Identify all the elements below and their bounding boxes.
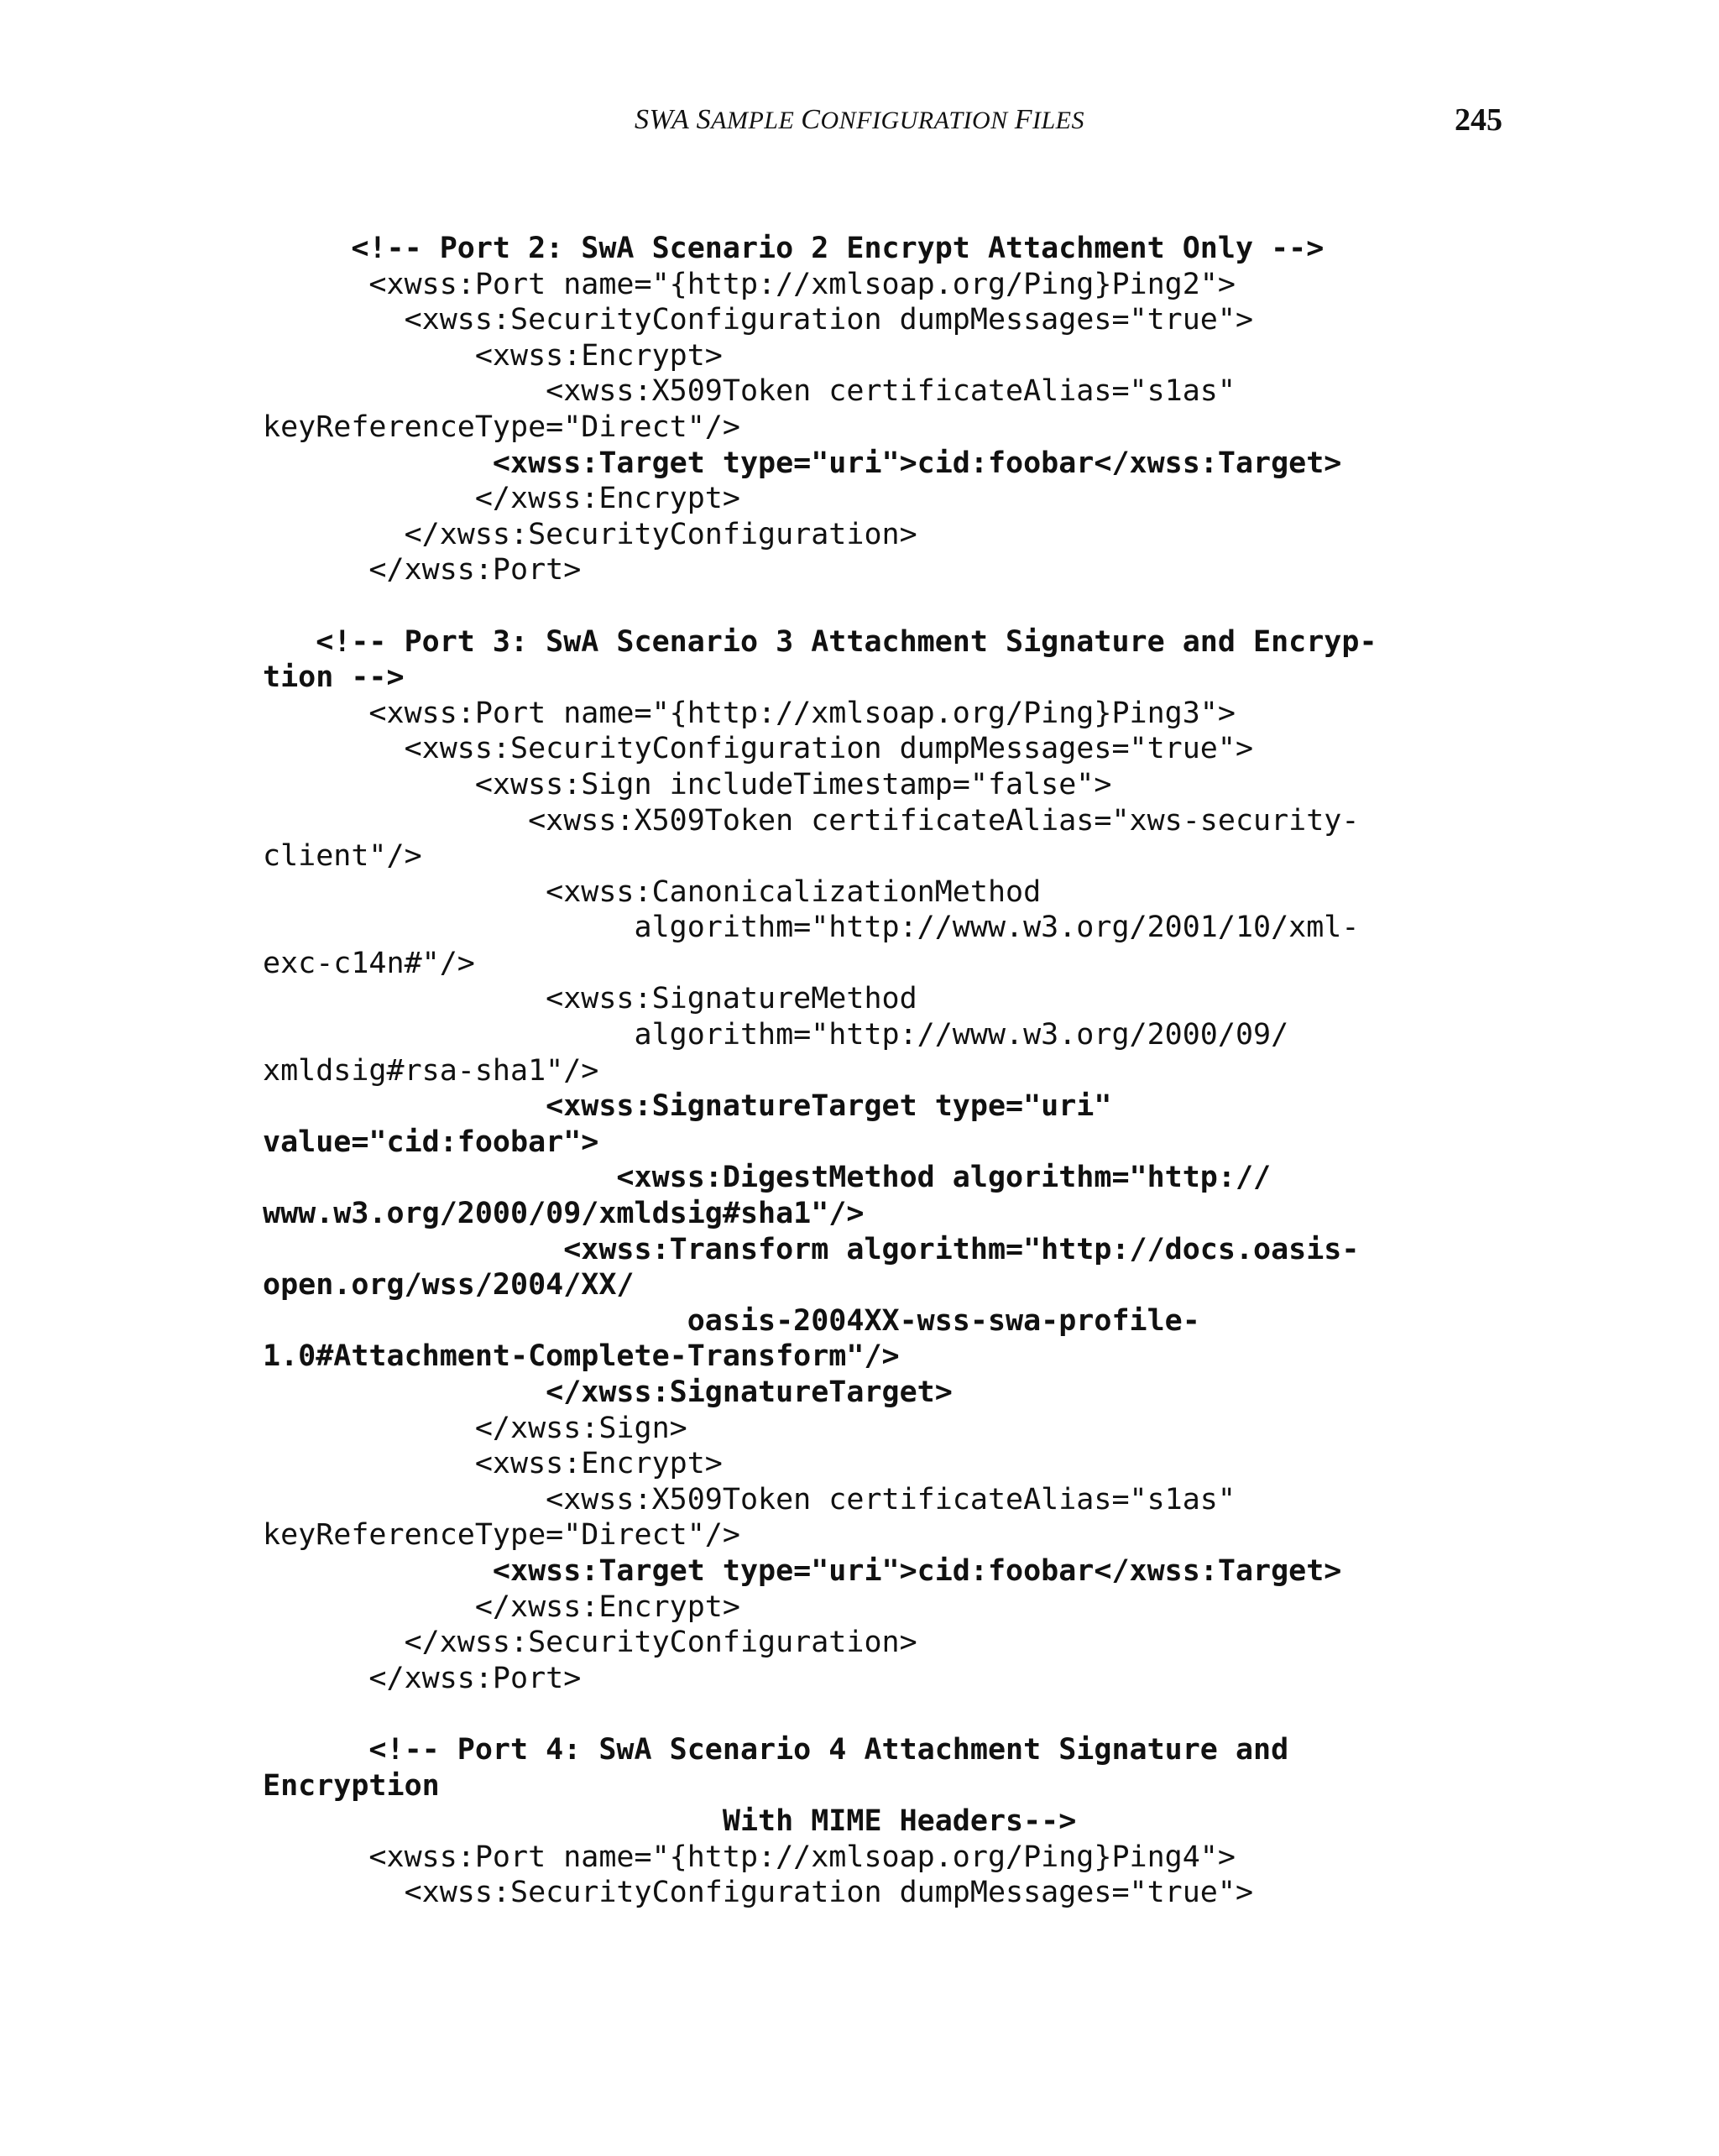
code-line: <xwss:Encrypt>: [263, 1447, 723, 1481]
code-line: algorithm="http://www.w3.org/2001/10/xml-: [263, 911, 1360, 945]
code-line: <xwss:SecurityConfiguration dumpMessages="true">: [263, 732, 1254, 766]
code-line: <xwss:Port name="{http://xmlsoap.org/Ping}Ping3">: [263, 696, 1236, 730]
code-line: <xwss:Target type="uri">cid:foobar</xwss:Target>: [263, 446, 1342, 480]
code-line: </xwss:SignatureTarget>: [263, 1376, 953, 1409]
code-line: <xwss:DigestMethod algorithm="http://: [263, 1161, 1272, 1195]
code-line: </xwss:Encrypt>: [263, 482, 740, 516]
code-line: 1.0#Attachment-Complete-Transform"/>: [263, 1339, 900, 1374]
running-title-part: ONFIGURATION: [820, 107, 1015, 134]
code-line: [263, 1696, 1471, 1732]
running-title-part: S: [635, 104, 650, 135]
code-line: <!-- Port 4: SwA Scenario 4 Attachment Signature and: [263, 1732, 1289, 1767]
code-line: client"/>: [263, 839, 422, 874]
code-line: <xwss:Port name="{http://xmlsoap.org/Ping}Ping4">: [263, 1840, 1236, 1874]
page-number: 245: [1455, 102, 1502, 138]
code-line: xmldsig#rsa-sha1"/>: [263, 1053, 599, 1088]
code-line: </xwss:Encrypt>: [263, 1590, 740, 1624]
code-line: <!-- Port 2: SwA Scenario 2 Encrypt Attachment Only -->: [263, 232, 1325, 265]
code-line: Encryption: [263, 1768, 440, 1803]
code-line: <xwss:SignatureMethod: [263, 982, 917, 1016]
code-line: With MIME Headers-->: [263, 1804, 1077, 1839]
running-title-part: AMPLE: [711, 107, 802, 134]
running-title-part: A: [671, 104, 697, 135]
code-line: <xwss:Encrypt>: [263, 338, 723, 373]
code-line: </xwss:Port>: [263, 1661, 582, 1695]
running-title-part: W: [649, 104, 671, 135]
code-line: <xwss:Target type="uri">cid:foobar</xwss:Target>: [263, 1553, 1342, 1588]
code-line: <xwss:Sign includeTimestamp="false">: [263, 767, 1112, 801]
code-line: <xwss:X509Token certificateAlias="xws-security-: [263, 803, 1360, 838]
code-line: <xwss:SignatureTarget type="uri": [263, 1089, 1112, 1124]
code-line: tion -->: [263, 660, 405, 695]
code-line: <xwss:Port name="{http://xmlsoap.org/Ping}Ping2">: [263, 267, 1236, 301]
code-line: <xwss:SecurityConfiguration dumpMessages="true">: [263, 1876, 1254, 1910]
code-line: <!-- Port 3: SwA Scenario 3 Attachment Signature and Encryp-: [263, 624, 1377, 659]
code-line: keyReferenceType="Direct"/>: [263, 1518, 740, 1553]
code-line: www.w3.org/2000/09/xmldsig#sha1"/>: [263, 1197, 865, 1231]
running-header: [0, 99, 1719, 141]
code-listing: [263, 231, 1471, 1911]
code-line: <xwss:Transform algorithm="http://docs.oasis-: [263, 1232, 1360, 1266]
code-line: value="cid:foobar">: [263, 1125, 599, 1159]
code-line: </xwss:SecurityConfiguration>: [263, 1626, 917, 1660]
running-title-part: F: [1014, 104, 1032, 135]
code-line: <xwss:SecurityConfiguration dumpMessages="true">: [263, 303, 1254, 337]
code-line: <xwss:X509Token certificateAlias="s1as": [263, 374, 1236, 409]
running-title-part: S: [696, 104, 712, 135]
code-line: [263, 588, 1471, 624]
code-line: keyReferenceType="Direct"/>: [263, 410, 740, 444]
code-line: </xwss:Port>: [263, 553, 582, 587]
code-line: algorithm="http://www.w3.org/2000/09/: [263, 1018, 1289, 1052]
code-line: </xwss:Sign>: [263, 1411, 687, 1445]
code-line: <xwss:X509Token certificateAlias="s1as": [263, 1482, 1236, 1517]
code-line: oasis-2004XX-wss-swa-profile-: [263, 1303, 1200, 1338]
code-line: exc-c14n#"/>: [263, 946, 475, 980]
running-title-part: ILES: [1032, 107, 1084, 134]
running-title-part: C: [801, 104, 821, 135]
code-line: <xwss:CanonicalizationMethod: [263, 874, 1042, 909]
code-line: </xwss:SecurityConfiguration>: [263, 517, 917, 551]
code-line: open.org/wss/2004/XX/: [263, 1268, 635, 1302]
